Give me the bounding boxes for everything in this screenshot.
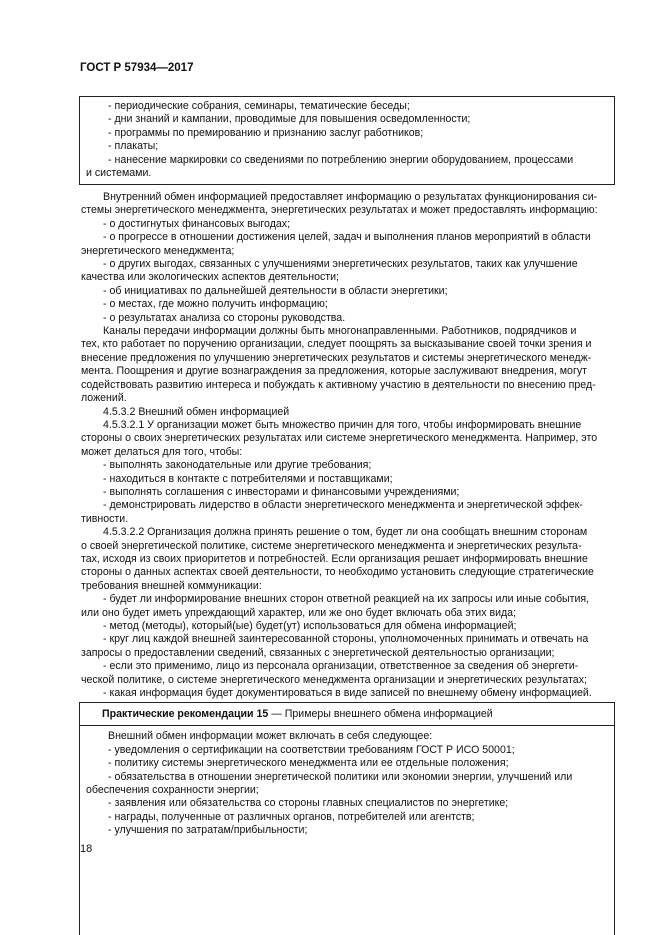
document-header: ГОСТ Р 57934—2017 [80, 62, 194, 74]
list-item: - награды, полученные от различных органов, потребителей или агентств; [108, 810, 475, 823]
top-list-box [79, 96, 615, 185]
text-line: внесение предложения по улучшению энергетических результатов и системы энергетического менедж- [81, 351, 592, 364]
list-item: - об инициативах по дальнейшей деятельности в области энергетики; [103, 284, 448, 297]
box-body [80, 726, 614, 841]
box-title [80, 703, 614, 726]
text-line: 4.5.3.2.1 У организации может быть множество причин для того, чтобы информировать внешние [103, 418, 582, 431]
text-line: или оно будет иметь упреждающий характер, или же оно будет включать оба этих вида; [81, 606, 517, 619]
text-line: качества или экологических аспектов деятельности; [81, 271, 339, 284]
list-item: - уведомления о сертификации на соответствии требованиям ГОСТ Р ИСО 50001; [108, 743, 515, 756]
list-item: - метод (методы), который(ые) будет(ут) использоваться для обмена информацией; [103, 620, 517, 632]
list-item: - периодические собрания, семинары, тематические беседы; [108, 100, 410, 112]
list-item: - находиться в контакте с потребителями и поставщиками; [103, 472, 393, 485]
list-item: - обязательства в отношении энергетической политики или экономии энергии, улучшений или [108, 770, 573, 783]
text-line: мента. Поощрения и другие вознаграждения за предложения, которые заслуживают внедрения, могут [81, 365, 587, 378]
list-item: - круг лиц каждой внешней заинтересованной стороны, уполномоченных принимать и отвечать на [103, 633, 589, 646]
list-item: - о результатах анализа со стороны руководства. [103, 311, 346, 324]
page-number: 18 [80, 843, 93, 855]
box-title-rest: — Примеры внешнего обмена информацией [268, 708, 493, 720]
practical-recommendation-box [79, 702, 615, 935]
list-item: - выполнять соглашения с инвесторами и финансовыми учреждениями; [103, 485, 460, 498]
list-item: - политику системы энергетического менеджмента или ее отдельные положения; [108, 757, 509, 770]
section-heading: 4.5.3.2 Внешний обмен информацией [103, 405, 290, 418]
list-item: - выполнять законодательные или другие требования; [103, 459, 372, 472]
box-title-bold: Практические рекомендации 15 [102, 708, 269, 720]
list-item: - заявления или обязательства со стороны главных специалистов по энергетике; [108, 797, 509, 810]
text-line: тах, исходя из своих приоритетов и потребностей. Если организация решает информировать внешние [81, 552, 588, 565]
text-line: Каналы передачи информации должны быть многонаправленными. Работников, подрядчиков и [103, 325, 577, 338]
list-item: - программы по премированию и признанию заслуг работников; [108, 126, 424, 139]
text-line: ложений. [81, 392, 127, 405]
list-item: - демонстрировать лидерство в области энергетического менеджмента и энергетической эффек- [103, 499, 583, 512]
text-line: стороны о своих энергетических результатах или системе энергетического менеджмента. Например, это [81, 432, 598, 445]
list-item: - плакаты; [108, 140, 159, 153]
list-item-continuation: и системами. [86, 167, 152, 180]
list-item: - дни знаний и кампании, проводимые для повышения осведомленности; [108, 113, 471, 126]
text-line: 4.5.3.2.2 Организация должна принять решение о том, будет ли она сообщать внешним сторонам [103, 526, 588, 539]
list-item: - улучшения по затратам/прибыльности; [108, 824, 308, 837]
list-item: - если это применимо, лицо из персонала организации, ответственное за сведения об энергети- [103, 660, 579, 673]
list-item: - о достигнутых финансовых выгодах; [103, 217, 291, 230]
text-line: стороны о данных аспектах своей деятельности, то необходимо установить следующие стратегические [81, 566, 594, 579]
text-line: ческой политике, о системе энергетического менеджмента организации и энергетических результатах; [81, 673, 587, 686]
main-text [81, 191, 614, 700]
text-line: энергетического менеджмента; [81, 244, 235, 257]
list-item: - о прогрессе в отношении достижения целей, задач и выполнения планов мероприятий в области [103, 231, 591, 244]
text-line: тивности. [81, 512, 129, 525]
text-line: содействовать развитию интереса и побуждать к активному участию в деятельности по внесению пред- [81, 378, 596, 391]
text-line: Внешний обмен информации может включать в себя следующее: [108, 730, 433, 743]
text-line: запросы о предоставлении сведений, связанных с энергетической деятельностью организации; [81, 646, 555, 659]
text-line: обеспечения сохранности энергии; [86, 784, 259, 797]
text-line: может делаться для того, чтобы: [81, 445, 243, 458]
list-item: - какая информация будет документироваться в виде записей по внешнему обмену информацией. [103, 687, 592, 700]
text-line: стемы энергетического менеджмента, энергетических результатах и может предоставлять информацию: [81, 204, 598, 217]
text-line: Внутренний обмен информацией предоставляет информацию о результатах функционирования си- [103, 191, 598, 203]
text-line: о своей энергетической политике, системе энергетического менеджмента и энергетических результа- [81, 539, 582, 552]
list-item: - о местах, где можно получить информацию; [103, 298, 328, 311]
text-line: требования внешней коммуникации: [81, 579, 262, 592]
list-item: - о других выгодах, связанных с улучшениями энергетических результатов, таких как улучшение [103, 258, 578, 271]
list-item: - будет ли информирование внешних сторон ответной реакцией на их запросы или иные события, [103, 593, 590, 606]
text-line: тех, кто работает по поручению организации, следует поощрять за высказывание своей точки зрения и [81, 338, 592, 351]
list-item: - нанесение маркировки со сведениями по потреблению энергии оборудованием, процессами [108, 153, 574, 166]
